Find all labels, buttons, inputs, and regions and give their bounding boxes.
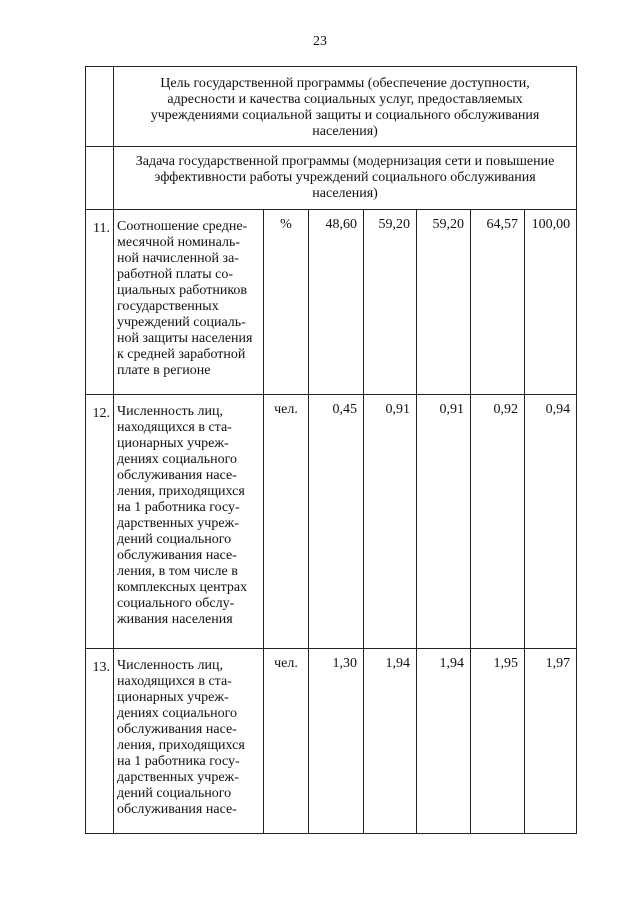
description-line: плате в регионе — [117, 363, 211, 378]
row-number: 13. — [86, 649, 114, 834]
value-cell: 0,91 — [417, 395, 471, 649]
task-row — [86, 147, 577, 210]
goal-row — [86, 67, 577, 147]
task-number-cell — [86, 147, 114, 210]
value-cell: 0,91 — [364, 395, 417, 649]
value-cell: 59,20 — [364, 210, 417, 395]
description-line: дений социального — [117, 786, 232, 801]
task-header-line: Задача государственной программы (модернизация сети и повышение — [135, 154, 555, 169]
page-number: 23 — [313, 34, 327, 49]
value-cell: 100,00 — [525, 210, 577, 395]
description-line: ционарных учреж- — [117, 690, 229, 705]
value-cell: 1,94 — [364, 649, 417, 834]
value-cell: 0,92 — [471, 395, 525, 649]
description-line: дениях социального — [117, 706, 238, 721]
description-line: Численность лиц, — [117, 658, 224, 673]
goal-header-line: Цель государственной программы (обеспечение доступности, — [160, 76, 530, 91]
description-line: находящихся в ста- — [117, 420, 232, 435]
value-cell: 1,94 — [417, 649, 471, 834]
description-line: обслуживания насе- — [117, 548, 237, 563]
row-number: 12. — [86, 395, 114, 649]
goal-header-line: адресности и качества социальных услуг, предоставляемых — [167, 92, 523, 107]
description-line: на 1 работника госу- — [117, 500, 240, 515]
value-cell: 59,20 — [417, 210, 471, 395]
unit-cell: чел. — [264, 649, 309, 834]
row-description — [114, 649, 264, 834]
goal-header-line: населения) — [312, 124, 378, 139]
description-line: ной защиты населения — [117, 331, 253, 346]
row-number: 11. — [86, 210, 114, 395]
description-line: ления, приходящихся — [117, 484, 245, 499]
value-cell: 1,30 — [309, 649, 364, 834]
description-line: работной платы со- — [117, 267, 233, 282]
description-line: дарственных учреж- — [117, 516, 239, 531]
table-row — [86, 395, 577, 649]
description-line: Соотношение средне- — [117, 219, 248, 234]
description-line: ционарных учреж- — [117, 436, 229, 451]
goal-number-cell — [86, 67, 114, 147]
value-cell: 1,95 — [471, 649, 525, 834]
task-header-line: населения) — [312, 186, 378, 201]
description-line: обслуживания насе- — [117, 468, 237, 483]
description-line: месячной номиналь- — [117, 235, 241, 250]
unit-cell: чел. — [264, 395, 309, 649]
description-line: учреждений социаль- — [117, 315, 246, 330]
table-row — [86, 210, 577, 395]
task-header-line: эффективности работы учреждений социального обслуживания — [154, 170, 536, 185]
description-line: на 1 работника госу- — [117, 754, 240, 769]
value-cell: 64,57 — [471, 210, 525, 395]
row-description — [114, 395, 264, 649]
value-cell: 0,94 — [525, 395, 577, 649]
table-row — [86, 649, 577, 834]
description-line: дарственных учреж- — [117, 770, 239, 785]
description-line: живания населения — [117, 612, 233, 627]
description-line: обслуживания насе- — [117, 722, 237, 737]
unit-cell: % — [264, 210, 309, 395]
goal-header-line: учреждениями социальной защиты и социального обслуживания — [150, 108, 540, 123]
description-line: ной начисленной за- — [117, 251, 239, 266]
task-header — [114, 147, 577, 210]
description-line: государственных — [117, 299, 219, 314]
value-cell: 0,45 — [309, 395, 364, 649]
description-line: дений социального — [117, 532, 232, 547]
description-line: находящихся в ста- — [117, 674, 232, 689]
description-line: Численность лиц, — [117, 404, 224, 419]
row-description — [114, 210, 264, 395]
description-line: социального обслу- — [117, 596, 235, 611]
description-line: дениях социального — [117, 452, 238, 467]
description-line: ления, в том числе в — [117, 564, 238, 579]
value-cell: 48,60 — [309, 210, 364, 395]
indicators-table — [85, 66, 577, 834]
description-line: циальных работников — [117, 283, 248, 298]
goal-header — [114, 67, 577, 147]
description-line: ления, приходящихся — [117, 738, 245, 753]
description-line: обслуживания насе- — [117, 802, 237, 817]
description-line: к средней заработной — [117, 347, 246, 362]
description-line: комплексных центрах — [117, 580, 248, 595]
value-cell: 1,97 — [525, 649, 577, 834]
